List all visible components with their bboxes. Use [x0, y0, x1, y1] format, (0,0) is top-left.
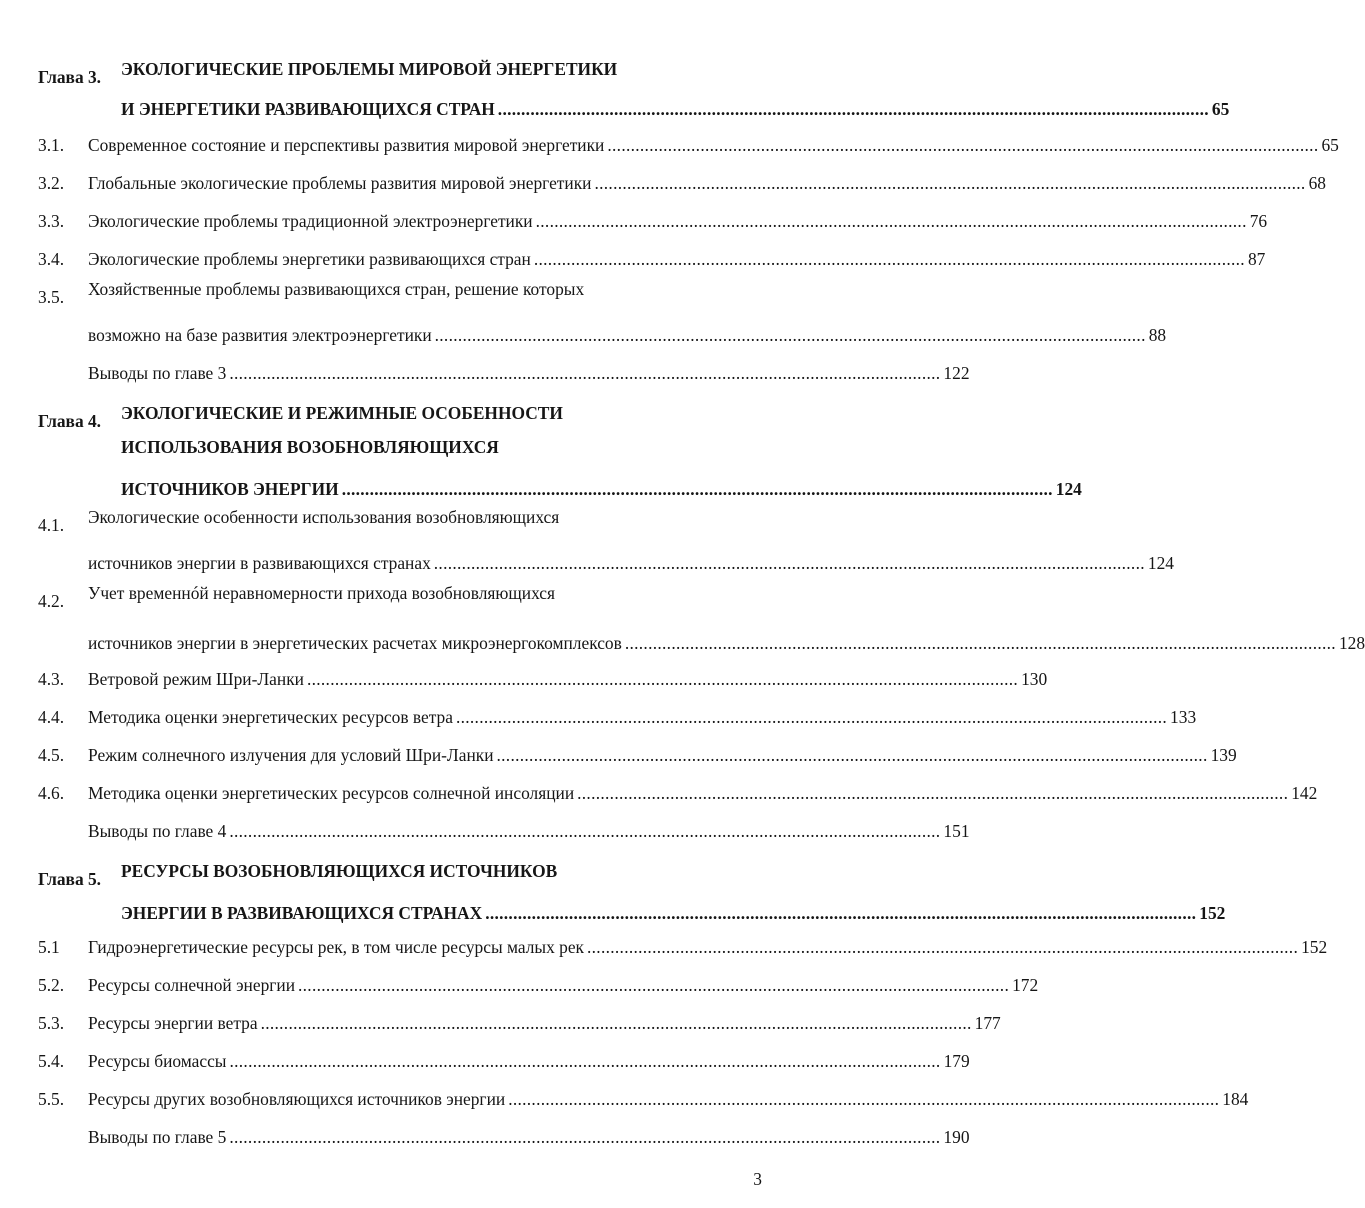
- chapter-5-title-line-2[interactable]: [121, 894, 1226, 924]
- entry-num-4-5: 4.5.: [38, 745, 65, 765]
- entry-title-5-2: Ресурсы солнечной энергии: [88, 975, 296, 995]
- leader-dots: .........................................................................................................................................................: [433, 553, 1145, 573]
- entry-page-5-2: 172: [1012, 975, 1039, 995]
- entry-num-4-2: 4.2.: [38, 591, 65, 611]
- entry-page-3-4: 87: [1247, 249, 1266, 269]
- entry-title-conclusions-3: Выводы по главе 3: [88, 363, 227, 383]
- entry-page-conclusions-4: 151: [943, 821, 970, 841]
- entry-title-4-2-line-2: источников энергии в энергетических расчетах микроэнергокомплексов: [88, 633, 622, 653]
- leader-dots: .........................................................................................................................................................: [594, 173, 1306, 193]
- page-number: 3: [753, 1169, 762, 1189]
- chapter-3-title-line-1: ЭКОЛОГИЧЕСКИЕ ПРОБЛЕМЫ МИРОВОЙ ЭНЕРГЕТИКИ: [121, 59, 618, 79]
- entry-title-4-2-line-1[interactable]: Учет временнóй неравномерности прихода возобновляющихся: [88, 583, 555, 603]
- leader-dots: .........................................................................................................................................................: [455, 707, 1168, 727]
- toc-entry-4-3[interactable]: [88, 660, 1048, 690]
- entry-page-conclusions-3: 122: [943, 363, 970, 383]
- toc-entry-5-2[interactable]: [88, 966, 1039, 996]
- chapter-5-title-line-1: РЕСУРСЫ ВОЗОБНОВЛЯЮЩИХСЯ ИСТОЧНИКОВ: [121, 861, 558, 881]
- leader-dots: .........................................................................................................................................................: [341, 479, 1053, 499]
- entry-num-5-1: 5.1: [38, 937, 60, 957]
- entry-num-4-6: 4.6.: [38, 783, 65, 803]
- leader-dots: .........................................................................................................................................................: [229, 363, 941, 383]
- toc-entry-5-1[interactable]: [88, 928, 1328, 958]
- leader-dots: .........................................................................................................................................................: [485, 903, 1197, 923]
- entry-page-4-4: 133: [1170, 707, 1197, 727]
- entry-num-5-2: 5.2.: [38, 975, 65, 995]
- entry-num-4-1: 4.1.: [38, 515, 65, 535]
- entry-num-3-3: 3.3.: [38, 211, 65, 231]
- toc-entry-4-6[interactable]: [88, 774, 1318, 804]
- toc-entry-3-2[interactable]: [88, 164, 1326, 194]
- toc-entry-3-1[interactable]: [88, 126, 1339, 156]
- entry-page-3-3: 76: [1249, 211, 1268, 231]
- entry-title-3-2: Глобальные экологические проблемы развития мировой энергетики: [88, 173, 592, 193]
- entry-num-5-3: 5.3.: [38, 1013, 65, 1033]
- entry-title-5-5: Ресурсы других возобновляющихся источников энергии: [88, 1089, 506, 1109]
- entry-title-4-3: Ветровой режим Шри-Ланки: [88, 669, 304, 689]
- entry-num-5-5: 5.5.: [38, 1089, 65, 1109]
- entry-page-conclusions-5: 190: [943, 1127, 970, 1147]
- toc-entry-conclusions-4[interactable]: [88, 812, 970, 842]
- entry-page-4-2: 128: [1338, 633, 1365, 653]
- entry-page-3-5: 88: [1148, 325, 1167, 345]
- entry-page-5-1: 152: [1301, 937, 1328, 957]
- chapter-4-title-line-2: ИСПОЛЬЗОВАНИЯ ВОЗОБНОВЛЯЮЩИХСЯ: [121, 437, 499, 457]
- chapter-5-label: Глава 5.: [38, 869, 102, 889]
- entry-title-4-4: Методика оценки энергетических ресурсов ветра: [88, 707, 453, 727]
- entry-page-4-5: 139: [1210, 745, 1237, 765]
- entry-title-4-6: Методика оценки энергетических ресурсов солнечной инсоляции: [88, 783, 575, 803]
- chapter-4-title-text: ИСТОЧНИКОВ ЭНЕРГИИ: [121, 479, 339, 499]
- entry-num-4-3: 4.3.: [38, 669, 65, 689]
- entry-title-5-1: Гидроэнергетические ресурсы рек, в том числе ресурсы малых рек: [88, 937, 585, 957]
- entry-num-3-2: 3.2.: [38, 173, 65, 193]
- leader-dots: .........................................................................................................................................................: [497, 99, 1209, 119]
- entry-num-4-4: 4.4.: [38, 707, 65, 727]
- entry-title-3-1: Современное состояние и перспективы развития мировой энергетики: [88, 135, 605, 155]
- entry-title-4-1-line-1[interactable]: Экологические особенности использования возобновляющихся: [88, 507, 560, 527]
- leader-dots: .........................................................................................................................................................: [624, 633, 1336, 653]
- leader-dots: .........................................................................................................................................................: [306, 669, 1019, 689]
- chapter-3-title-text: И ЭНЕРГЕТИКИ РАЗВИВАЮЩИХСЯ СТРАН: [121, 99, 495, 119]
- entry-title-4-1-line-2: источников энергии в развивающихся странах: [88, 553, 431, 573]
- toc-entry-5-3[interactable]: [88, 1004, 1001, 1034]
- leader-dots: .........................................................................................................................................................: [587, 937, 1299, 957]
- entry-num-3-4: 3.4.: [38, 249, 65, 269]
- toc-entry-4-1[interactable]: [88, 544, 1174, 574]
- toc-entry-4-5[interactable]: [88, 736, 1237, 766]
- leader-dots: .........................................................................................................................................................: [607, 135, 1319, 155]
- entry-title-conclusions-4: Выводы по главе 4: [88, 821, 227, 841]
- entry-title-5-4: Ресурсы биомассы: [88, 1051, 227, 1071]
- toc-entry-conclusions-3[interactable]: [88, 354, 970, 384]
- toc-entry-4-4[interactable]: [88, 698, 1197, 728]
- chapter-3-title-line-2[interactable]: [121, 90, 1230, 120]
- toc-entry-3-5[interactable]: [88, 316, 1167, 346]
- leader-dots: .........................................................................................................................................................: [496, 745, 1208, 765]
- leader-dots: .........................................................................................................................................................: [229, 821, 941, 841]
- toc-entry-5-5[interactable]: [88, 1080, 1249, 1110]
- leader-dots: .........................................................................................................................................................: [229, 1127, 941, 1147]
- entry-page-5-4: 179: [943, 1051, 970, 1071]
- entry-num-3-5: 3.5.: [38, 287, 65, 307]
- leader-dots: .........................................................................................................................................................: [535, 211, 1247, 231]
- chapter-4-label: Глава 4.: [38, 411, 102, 431]
- entry-page-3-1: 65: [1321, 135, 1339, 155]
- leader-dots: .........................................................................................................................................................: [434, 325, 1146, 345]
- entry-title-3-4: Экологические проблемы энергетики развивающихся стран: [88, 249, 531, 269]
- entry-title-3-3: Экологические проблемы традиционной электроэнергетики: [88, 211, 533, 231]
- toc-entry-3-4[interactable]: [88, 240, 1266, 270]
- entry-title-conclusions-5: Выводы по главе 5: [88, 1127, 227, 1147]
- toc-entry-3-3[interactable]: [88, 202, 1268, 232]
- leader-dots: .........................................................................................................................................................: [260, 1013, 972, 1033]
- entry-page-4-6: 142: [1291, 783, 1318, 803]
- chapter-3-page: 65: [1211, 99, 1230, 119]
- chapter-5-page: 152: [1199, 903, 1226, 923]
- entry-page-4-1: 124: [1147, 553, 1174, 573]
- entry-title-4-5: Режим солнечного излучения для условий Шри-Ланки: [88, 745, 494, 765]
- chapter-4-title-line-3[interactable]: [121, 470, 1082, 500]
- chapter-4-page: 124: [1055, 479, 1082, 499]
- entry-num-3-1: 3.1.: [38, 135, 65, 155]
- entry-num-5-4: 5.4.: [38, 1051, 65, 1071]
- toc-entry-conclusions-5[interactable]: [88, 1118, 970, 1148]
- leader-dots: .........................................................................................................................................................: [508, 1089, 1220, 1109]
- entry-page-4-3: 130: [1021, 669, 1048, 689]
- leader-dots: .........................................................................................................................................................: [533, 249, 1245, 269]
- chapter-5-title-text: ЭНЕРГИИ В РАЗВИВАЮЩИХСЯ СТРАНАХ: [121, 903, 483, 923]
- chapter-3-label: Глава 3.: [38, 67, 102, 87]
- entry-title-3-5-line-2: возможно на базе развития электроэнергетики: [88, 325, 432, 345]
- entry-title-3-5-line-1[interactable]: Хозяйственные проблемы развивающихся стран, решение которых: [88, 279, 585, 299]
- entry-title-5-3: Ресурсы энергии ветра: [88, 1013, 258, 1033]
- toc-entry-4-2[interactable]: [88, 624, 1365, 654]
- entry-page-3-2: 68: [1308, 173, 1326, 193]
- leader-dots: .........................................................................................................................................................: [577, 783, 1289, 803]
- leader-dots: .........................................................................................................................................................: [298, 975, 1010, 995]
- toc-entry-5-4[interactable]: [88, 1042, 970, 1072]
- entry-page-5-3: 177: [974, 1013, 1001, 1033]
- chapter-4-title-line-1: ЭКОЛОГИЧЕСКИЕ И РЕЖИМНЫЕ ОСОБЕННОСТИ: [121, 403, 563, 423]
- entry-page-5-5: 184: [1222, 1089, 1249, 1109]
- leader-dots: .........................................................................................................................................................: [229, 1051, 941, 1071]
